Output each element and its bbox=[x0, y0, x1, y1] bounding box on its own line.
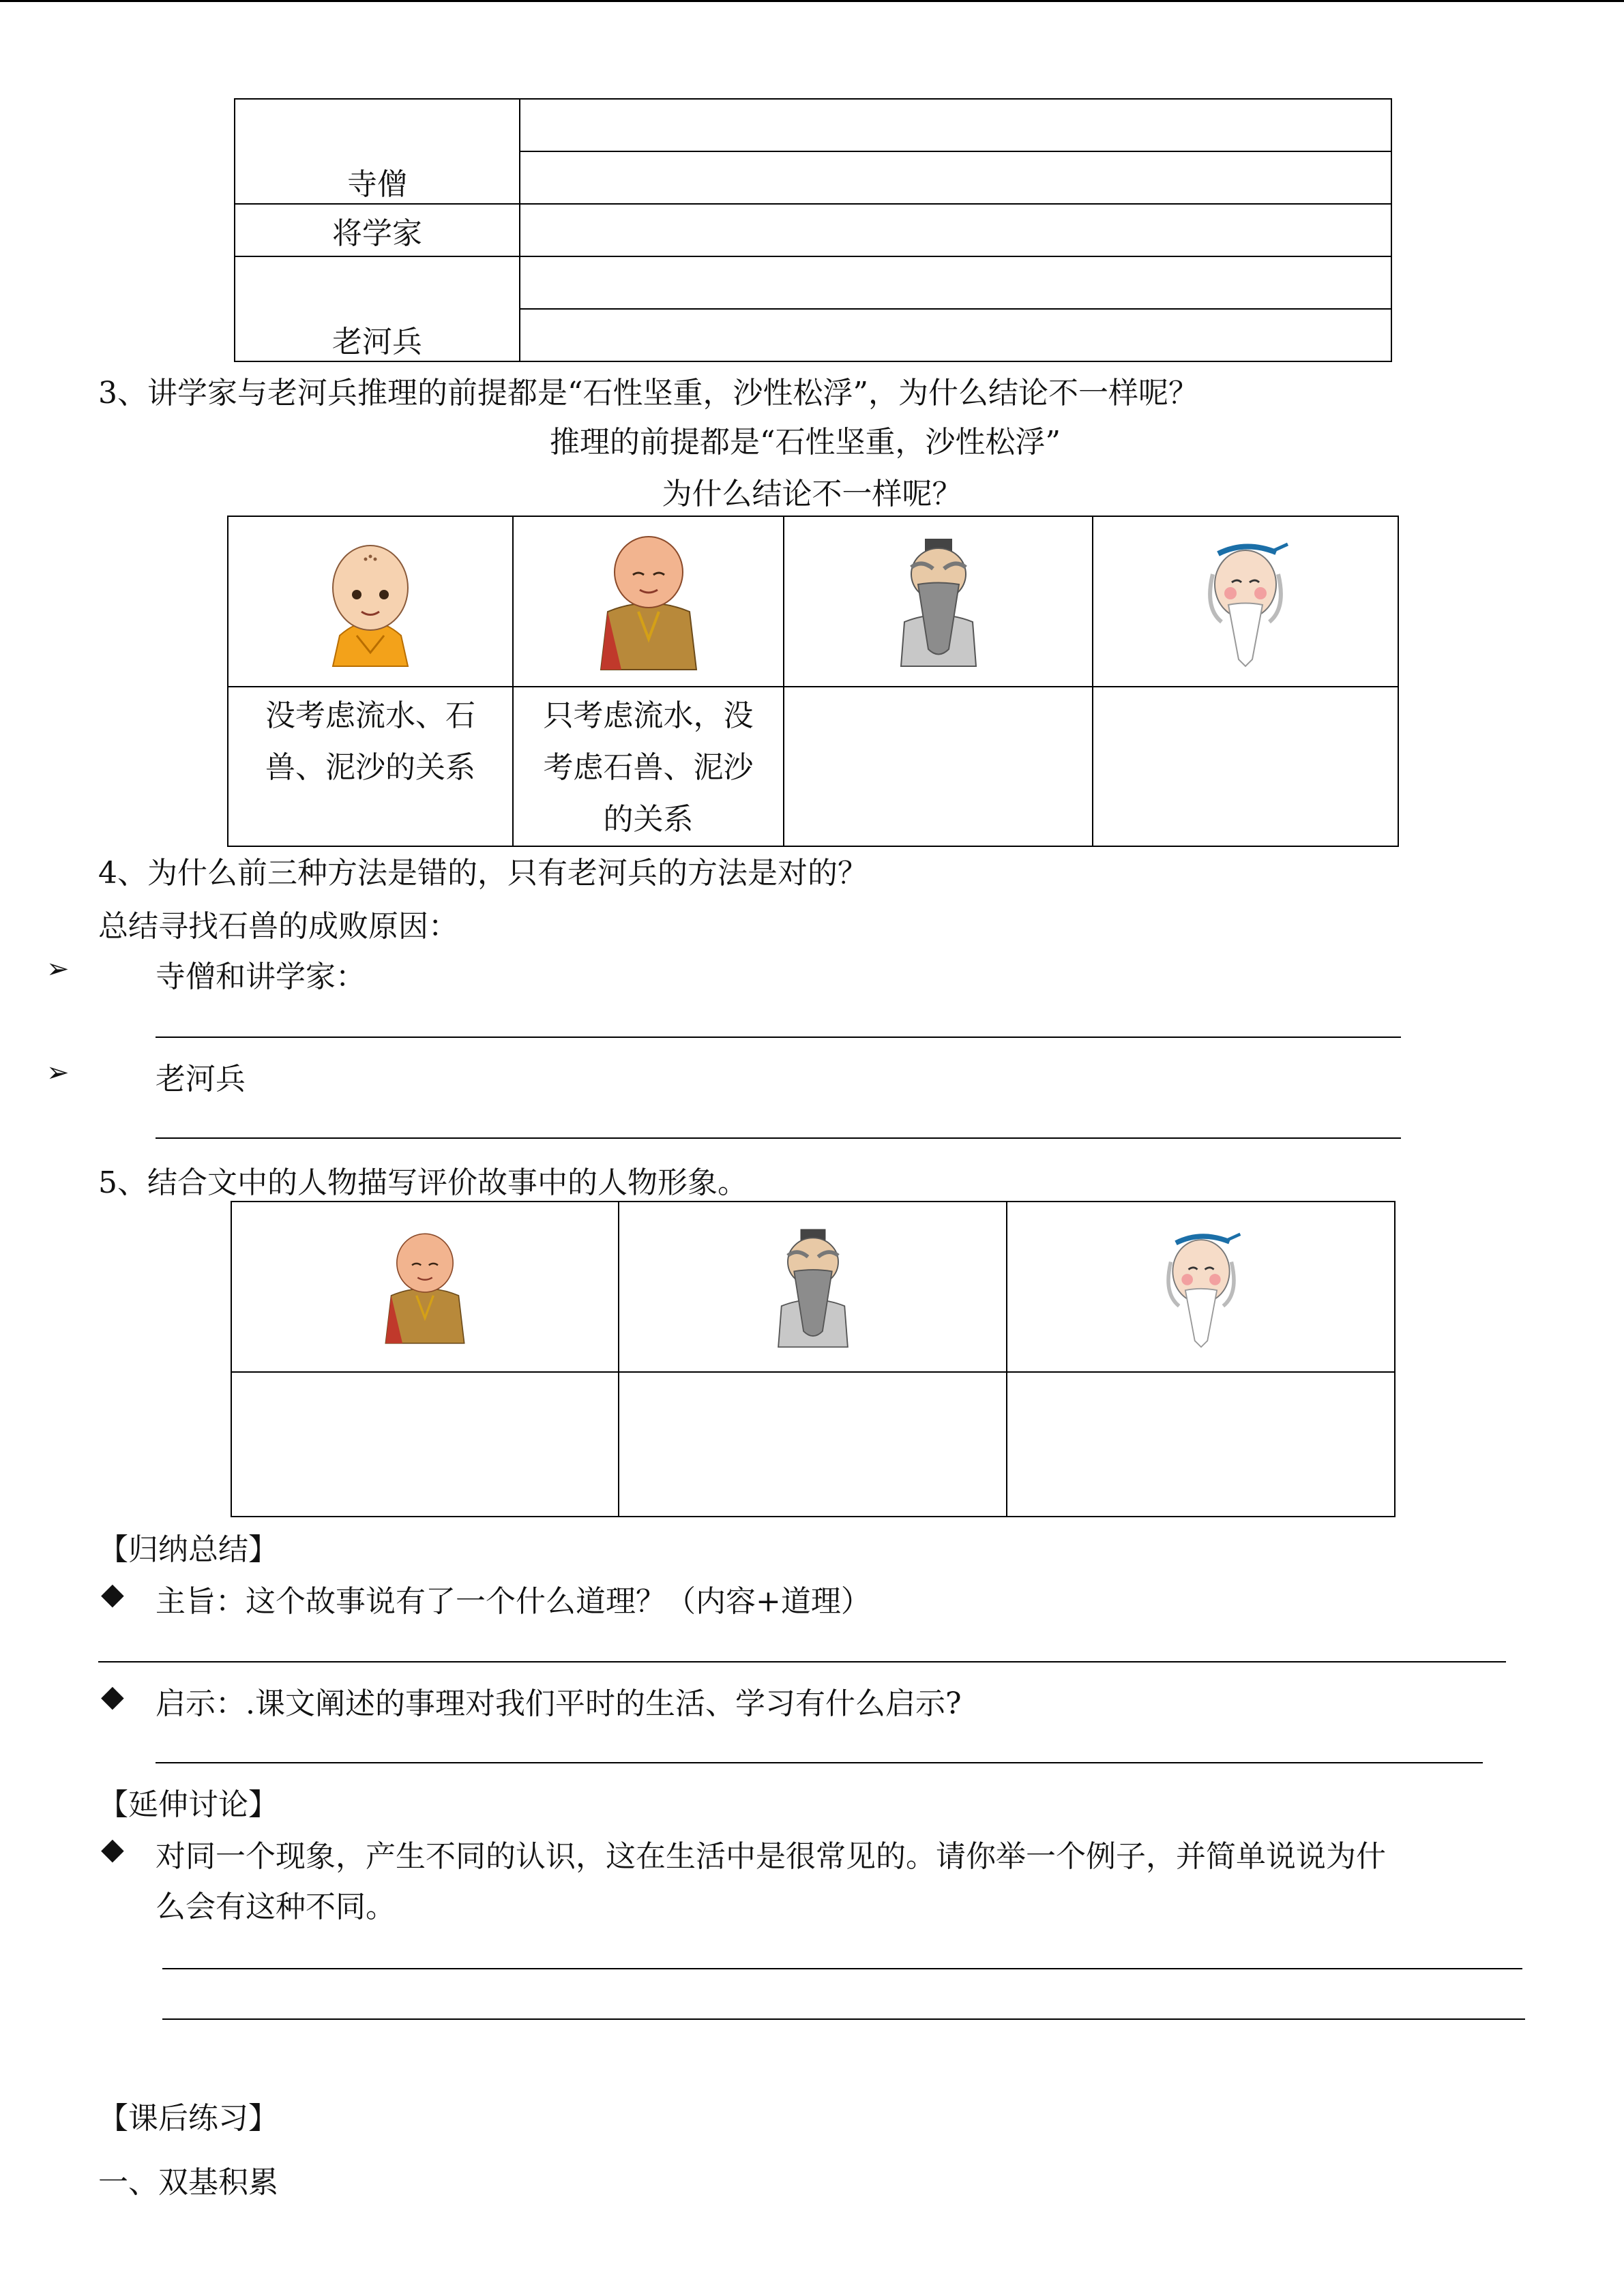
old-soldier-icon bbox=[1093, 533, 1398, 670]
row-label: 寺僧 bbox=[347, 167, 407, 202]
row-label: 老河兵 bbox=[332, 325, 422, 359]
answer-cell[interactable] bbox=[1007, 1372, 1395, 1517]
q4-item-old-soldier: 老河兵 bbox=[156, 1062, 246, 1097]
question-4: 4、为什么前三种方法是错的，只有老河兵的方法是对的？ bbox=[98, 856, 868, 891]
arrow-bullet-icon: ➢ bbox=[46, 1057, 70, 1088]
question-5: 5、结合文中的人物描写评价故事中的人物形象。 bbox=[98, 1165, 748, 1200]
extension-prompt-line1: 对同一个现象，产生不同的认识，这在生活中是很常见的。请你举一个例子，并简单说说为什 bbox=[156, 1839, 1386, 1874]
portrait-cell bbox=[784, 516, 1093, 687]
question-3: 3、讲学家与老河兵推理的前提都是“石性坚重，沙性松浮”，为什么结论不一样呢？ bbox=[98, 376, 1198, 411]
answer-line[interactable] bbox=[156, 1762, 1483, 1763]
old-monk-icon bbox=[514, 530, 783, 673]
summary-theme: 主旨：这个故事说有了一个什么道理？（内容+道理） bbox=[156, 1584, 871, 1619]
answer-cell[interactable] bbox=[520, 309, 1391, 361]
q4-item-monk-scholar: 寺僧和讲学家： bbox=[156, 959, 366, 994]
young-monk-icon bbox=[228, 533, 512, 670]
answer-line[interactable] bbox=[162, 1968, 1522, 1969]
portrait-cell bbox=[231, 1202, 619, 1372]
answer-cell[interactable] bbox=[520, 204, 1391, 256]
diamond-bullet-icon: ◆ bbox=[101, 1577, 124, 1611]
answer-line[interactable] bbox=[98, 1661, 1506, 1663]
cell-line: 没考虑流水、石 bbox=[265, 698, 475, 733]
character-evaluation-table bbox=[231, 1201, 1396, 1517]
answer-cell[interactable] bbox=[520, 151, 1391, 204]
row-label: 将学家 bbox=[332, 215, 422, 251]
row-label-cell bbox=[235, 99, 520, 204]
portrait-cell bbox=[513, 516, 784, 687]
diamond-bullet-icon: ◆ bbox=[101, 1679, 124, 1714]
answer-cell[interactable] bbox=[784, 687, 1093, 846]
extension-prompt-line2: 么会有这种不同。 bbox=[156, 1890, 396, 1924]
character-answer-table bbox=[234, 98, 1392, 362]
answer-cell[interactable] bbox=[520, 256, 1391, 309]
practice-subheading: 一、双基积累 bbox=[98, 2165, 278, 2200]
row-label-cell bbox=[235, 204, 520, 256]
q3-premise-line: 推理的前提都是“石性坚重，沙性松浮” bbox=[550, 425, 1061, 460]
extension-heading: 【延伸讨论】 bbox=[98, 1787, 278, 1822]
scholar-icon bbox=[784, 533, 1092, 670]
portrait-cell bbox=[1007, 1202, 1395, 1372]
answer-cell bbox=[228, 687, 513, 846]
practice-heading: 【课后练习】 bbox=[98, 2101, 278, 2136]
summary-insight: 启示：.课文阐述的事理对我们平时的生活、学习有什么启示? bbox=[156, 1686, 962, 1721]
answer-cell[interactable] bbox=[1093, 687, 1398, 846]
cell-line: 只考虑流水，没 bbox=[543, 698, 754, 733]
row-label-cell bbox=[235, 256, 520, 361]
portrait-cell bbox=[228, 516, 513, 687]
q4-summary-label: 总结寻找石兽的成败原因： bbox=[98, 909, 458, 944]
old-monk-icon bbox=[232, 1224, 618, 1350]
old-soldier-icon bbox=[1007, 1224, 1394, 1350]
answer-cell[interactable] bbox=[619, 1372, 1007, 1517]
answer-cell bbox=[513, 687, 784, 846]
cell-line: 兽、泥沙的关系 bbox=[265, 750, 475, 785]
q3-question-line: 为什么结论不一样呢？ bbox=[662, 477, 962, 511]
answer-line[interactable] bbox=[156, 1037, 1401, 1038]
answer-line[interactable] bbox=[156, 1137, 1401, 1139]
answer-cell[interactable] bbox=[231, 1372, 619, 1517]
arrow-bullet-icon: ➢ bbox=[46, 953, 70, 985]
summary-heading: 【归纳总结】 bbox=[98, 1532, 278, 1567]
portrait-cell bbox=[619, 1202, 1007, 1372]
page-top-border bbox=[0, 0, 1624, 2]
cell-line: 的关系 bbox=[603, 802, 694, 837]
cell-line: 考虑石兽、泥沙 bbox=[543, 750, 754, 785]
answer-line[interactable] bbox=[162, 2018, 1525, 2020]
diamond-bullet-icon: ◆ bbox=[101, 1832, 124, 1866]
reasoning-table bbox=[227, 516, 1399, 847]
portrait-cell bbox=[1093, 516, 1398, 687]
answer-cell[interactable] bbox=[520, 99, 1391, 151]
scholar-icon bbox=[619, 1224, 1006, 1350]
